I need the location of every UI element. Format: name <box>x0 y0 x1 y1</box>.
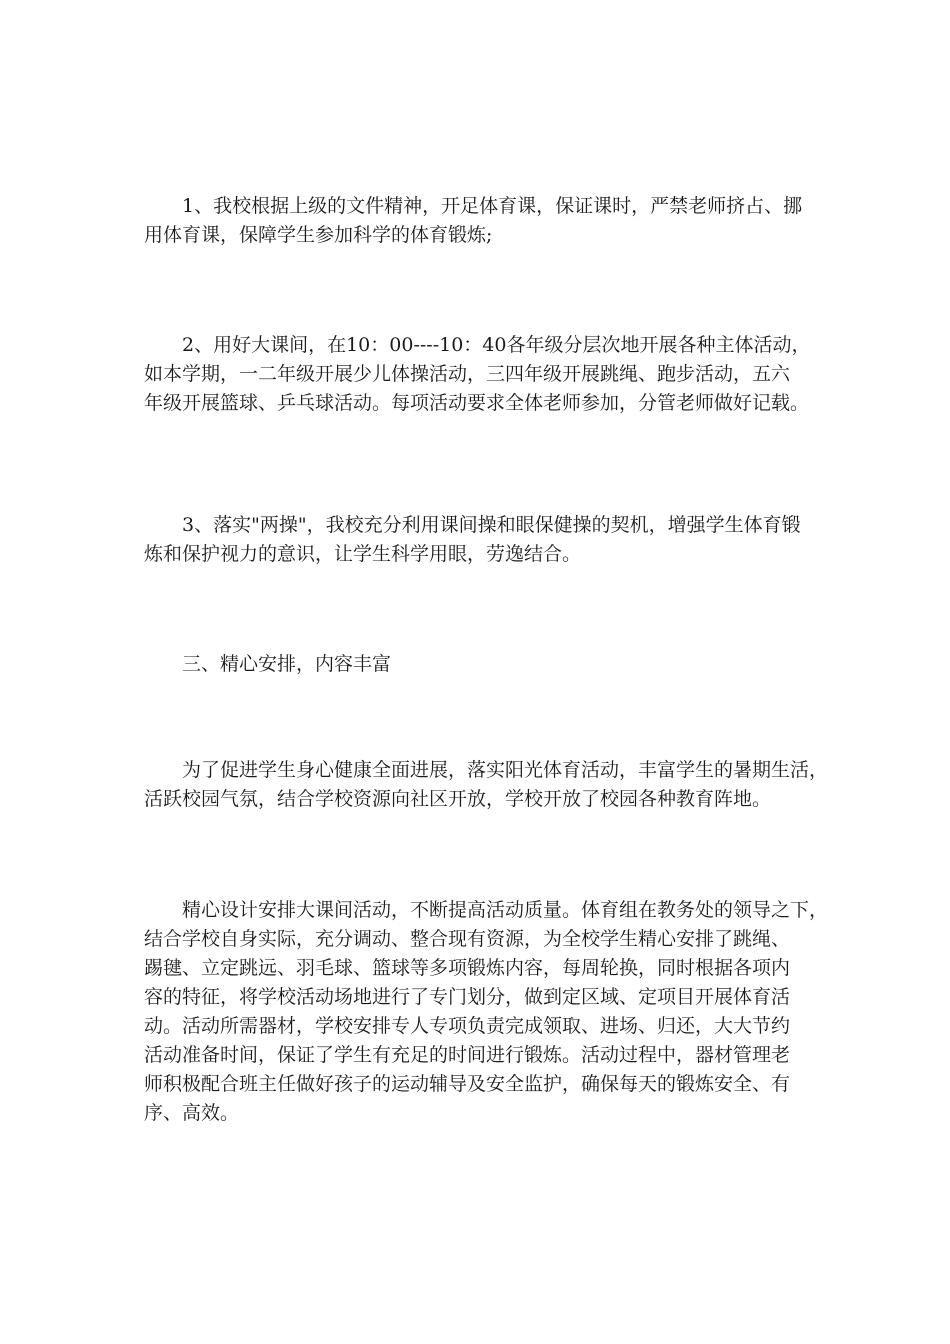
paragraph-1 <box>144 192 808 250</box>
section-heading <box>144 650 808 679</box>
paragraph-line: 踢毽、立定跳远、羽毛球、篮球等多项锻炼内容，每周轮换，同时根据各项内 <box>144 957 791 979</box>
paragraph-2 <box>144 331 811 418</box>
paragraph-line: 活跃校园气氛，结合学校资源向社区开放，学校开放了校园各种教育阵地。 <box>144 788 772 810</box>
paragraph-line: 为了促进学生身心健康全面进展，落实阳光体育活动，丰富学生的暑期生活， <box>182 759 829 781</box>
paragraph-line: 活动准备时间，保证了学生有充足的时间进行锻炼。活动过程中，器材管理老 <box>144 1044 791 1066</box>
paragraph-line: 师积极配合班主任做好孩子的运动辅导及安全监护，确保每天的锻炼安全、有 <box>144 1073 791 1095</box>
paragraph-line: 动。活动所需器材，学校安排专人专项负责完成领取、进场、归还，大大节约 <box>144 1015 791 1037</box>
paragraph-3 <box>144 511 808 569</box>
heading-line: 三、精心安排，内容丰富 <box>182 653 392 675</box>
paragraph-line: 1、我校根据上级的文件精神，开足体育课，保证课时，严禁老师挤占、挪 <box>182 195 803 217</box>
paragraph-line: 如本学期，一二年级开展少儿体操活动，三四年级开展跳绳、跑步活动，五六 <box>144 363 791 385</box>
paragraph-line: 年级开展篮球、乒乓球活动。每项活动要求全体老师参加，分管老师做好记载。 <box>144 392 810 414</box>
paragraph-line: 用体育课，保障学生参加科学的体育锻炼; <box>144 224 493 246</box>
paragraph-4 <box>144 756 829 814</box>
paragraph-line: 炼和保护视力的意识，让学生科学用眼，劳逸结合。 <box>144 543 582 565</box>
paragraph-line: 精心设计安排大课间活动，不断提高活动质量。体育组在教务处的领导之下， <box>182 899 829 921</box>
paragraph-line: 容的特征，将学校活动场地进行了专门划分，做到定区域、定项目开展体育活 <box>144 986 791 1008</box>
paragraph-line: 结合学校自身实际，充分调动、整合现有资源，为全校学生精心安排了跳绳、 <box>144 928 791 950</box>
paragraph-line: 2、用好大课间，在10：00----10：40各年级分层次地开展各种主体活动， <box>182 334 811 356</box>
paragraph-line: 3、落实"两操"，我校充分利用课间操和眼保健操的契机，增强学生体育锻 <box>182 514 801 536</box>
paragraph-5 <box>144 896 829 1128</box>
paragraph-line: 序、高效。 <box>144 1102 240 1124</box>
